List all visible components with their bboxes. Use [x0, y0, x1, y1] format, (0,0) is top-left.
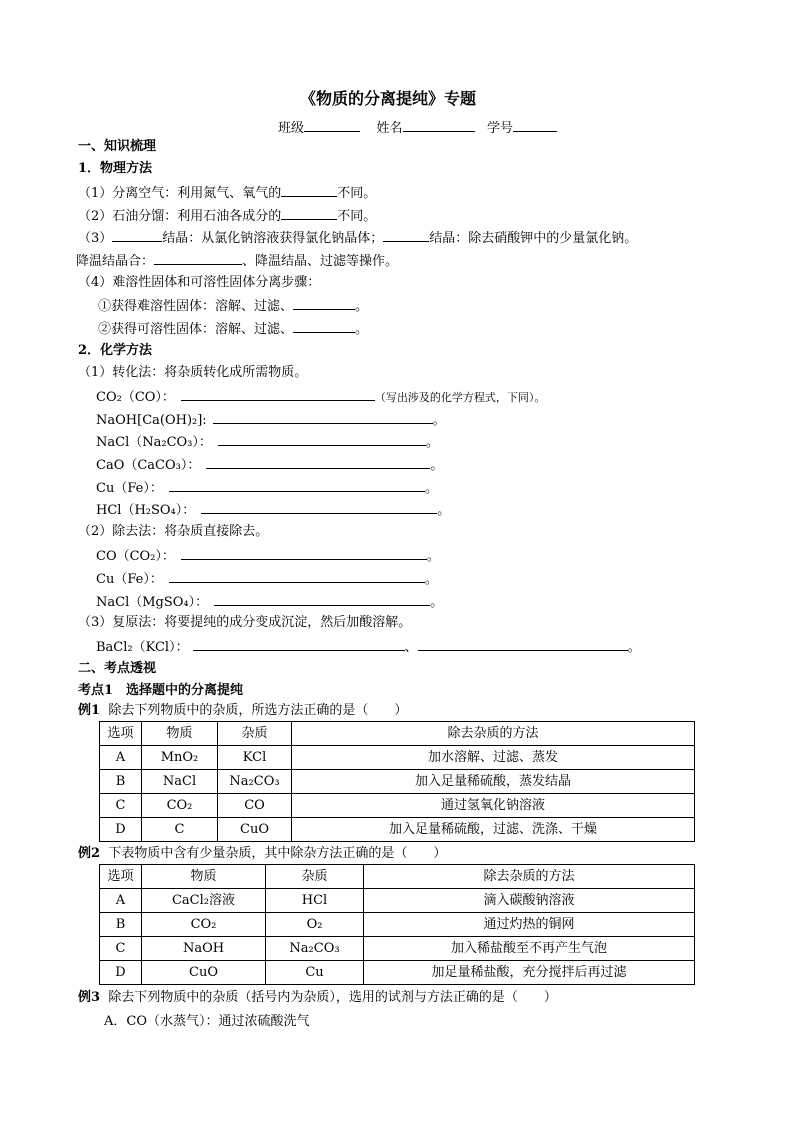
- remove-row-1: CO（CO₂）： 。: [96, 546, 440, 566]
- conv-blank-1[interactable]: [181, 387, 375, 401]
- table-cell: NaOH: [142, 937, 266, 961]
- table-cell: B: [100, 770, 142, 794]
- restore-heading: （3）复原法：将要提纯的成分变成沉淀，然后加酸溶解。: [78, 615, 412, 630]
- table-header: 杂质: [218, 722, 292, 746]
- physical-item2: （2）石油分馏：利用石油各成分的 不同。: [78, 206, 376, 226]
- conversion-heading: （1）转化法：将杂质转化成所需物质。: [78, 365, 308, 380]
- remove-heading: （2）除去法：将杂质直接除去。: [78, 524, 269, 539]
- table-cell: Cu: [266, 961, 364, 985]
- table-cell: C: [100, 937, 142, 961]
- physical-item3-cont: 降温结晶合： 、降温结晶、过滤等操作。: [76, 251, 398, 271]
- id-blank[interactable]: [513, 118, 557, 132]
- table-cell: CO₂: [142, 913, 266, 937]
- conv-row-5: Cu（Fe）： 。: [96, 478, 438, 498]
- physical-item3: （3） 结晶：从氯化钠溶液获得氯化钠晶体； 结晶：除去硝酸钾中的少量氯化钠。: [78, 228, 637, 248]
- table-header-row: [100, 865, 695, 889]
- table-cell: CO₂: [142, 794, 218, 818]
- ex3-label: 例3: [78, 990, 101, 1005]
- page-title: 《物质的分离提纯》专题: [300, 89, 477, 108]
- table-row: [100, 913, 695, 937]
- table-row: [100, 818, 695, 842]
- ex2-label: 例2: [78, 846, 101, 861]
- restore-blank-1[interactable]: [193, 637, 405, 651]
- remove-blank-2[interactable]: [169, 569, 425, 583]
- table-cell: 通过氢氧化钠溶液: [292, 794, 695, 818]
- physical-item1: （1）分离空气：利用氮气、氧气的 不同。: [78, 183, 376, 203]
- table-cell: 加入足量稀硫酸，过滤、洗涤、干燥: [292, 818, 695, 842]
- blank-4b[interactable]: [293, 319, 355, 333]
- table-header: 物质: [142, 722, 218, 746]
- table-cell: 加水溶解、过滤、蒸发: [292, 746, 695, 770]
- class-blank[interactable]: [304, 118, 360, 132]
- student-info: [278, 118, 557, 138]
- physical-item4-1: ①获得难溶性固体：溶解、过滤、 。: [98, 296, 368, 316]
- table-cell: Na₂CO₃: [218, 770, 292, 794]
- table-row: [100, 770, 695, 794]
- ex1-label: 例1: [78, 703, 101, 718]
- conv-row-4: CaO（CaCO₃）： 。: [96, 455, 443, 475]
- conv-blank-3[interactable]: [218, 432, 426, 446]
- table-cell: CuO: [142, 961, 266, 985]
- conv-blank-2[interactable]: [213, 410, 433, 424]
- conv-row-1: CO₂（CO）： （写出涉及的化学方程式，下同）。: [96, 387, 545, 407]
- remove-row-2: Cu（Fe）： 。: [96, 569, 438, 589]
- ex3-option-a: A．CO（水蒸气）：通过浓硫酸洗气: [104, 1014, 310, 1029]
- name-blank[interactable]: [403, 118, 475, 132]
- table-cell: CO: [218, 794, 292, 818]
- ex1-table: [99, 721, 695, 842]
- table-cell: B: [100, 913, 142, 937]
- table-row: [100, 794, 695, 818]
- table-cell: 加足量稀盐酸，充分搅拌后再过滤: [364, 961, 695, 985]
- chemical-heading: 2．化学方法: [78, 343, 153, 358]
- table-cell: 滴入碳酸钠溶液: [364, 889, 695, 913]
- table-header-row: [100, 722, 695, 746]
- name-label: 姓名: [376, 121, 403, 136]
- table-row: [100, 889, 695, 913]
- table-header: 杂质: [266, 865, 364, 889]
- table-header: 除去杂质的方法: [364, 865, 695, 889]
- table-cell: CuO: [218, 818, 292, 842]
- point1-heading: 考点1 选择题中的分离提纯: [78, 683, 244, 698]
- blank-4a[interactable]: [293, 296, 355, 310]
- blank-3c[interactable]: [154, 251, 242, 265]
- conv-row-3: NaCl（Na₂CO₃）： 。: [96, 432, 439, 452]
- physical-heading: 1．物理方法: [78, 161, 153, 176]
- table-cell: HCl: [266, 889, 364, 913]
- id-label: 学号: [486, 121, 513, 136]
- table-row: [100, 961, 695, 985]
- conv-blank-6[interactable]: [201, 500, 437, 514]
- physical-item4-2: ②获得可溶性固体：溶解、过滤、 。: [98, 319, 368, 339]
- restore-blank-2[interactable]: [418, 637, 628, 651]
- table-row: [100, 746, 695, 770]
- blank-1[interactable]: [281, 183, 337, 197]
- table-cell: KCl: [218, 746, 292, 770]
- section1-heading: 一、知识梳理: [78, 139, 157, 154]
- table-header: 除去杂质的方法: [292, 722, 695, 746]
- ex1-question: 例1 除去下列物质中的杂质，所选方法正确的是（ ）: [78, 703, 408, 718]
- restore-row: BaCl₂（KCl）： 、 。: [96, 637, 641, 657]
- section2-heading: 二、考点透视: [78, 661, 157, 676]
- table-cell: CaCl₂溶液: [142, 889, 266, 913]
- table-cell: D: [100, 961, 142, 985]
- table-cell: C: [100, 794, 142, 818]
- table-header: 物质: [142, 865, 266, 889]
- table-cell: MnO₂: [142, 746, 218, 770]
- blank-2[interactable]: [281, 206, 337, 220]
- table-cell: C: [142, 818, 218, 842]
- table-header: 选项: [100, 865, 142, 889]
- table-cell: NaCl: [142, 770, 218, 794]
- table-cell: A: [100, 889, 142, 913]
- table-header: 选项: [100, 722, 142, 746]
- table-row: [100, 937, 695, 961]
- remove-blank-3[interactable]: [214, 592, 430, 606]
- class-label: 班级: [278, 121, 305, 136]
- ex3-question: 例3 除去下列物质中的杂质（括号内为杂质），选用的试剂与方法正确的是（ ）: [78, 990, 557, 1005]
- conv-row-2: NaOH[Ca(OH)₂]: 。: [96, 410, 446, 430]
- remove-row-3: NaCl（MgSO₄）： 。: [96, 592, 443, 612]
- table-cell: 通过灼热的铜网: [364, 913, 695, 937]
- ex2-table: [99, 864, 695, 985]
- blank-3b[interactable]: [383, 228, 429, 242]
- conv-row-6: HCl（H₂SO₄）： 。: [96, 500, 450, 520]
- physical-item4: （4）难溶性固体和可溶性固体分离步骤：: [78, 275, 321, 290]
- table-cell: O₂: [266, 913, 364, 937]
- table-cell: 加入足量稀硫酸，蒸发结晶: [292, 770, 695, 794]
- table-cell: 加入稀盐酸至不再产生气泡: [364, 937, 695, 961]
- table-cell: D: [100, 818, 142, 842]
- conv-blank-5[interactable]: [169, 478, 425, 492]
- ex2-question: 例2 下表物质中含有少量杂质，其中除杂方法正确的是（ ）: [78, 846, 447, 861]
- table-cell: Na₂CO₃: [266, 937, 364, 961]
- remove-blank-1[interactable]: [181, 546, 427, 560]
- conv-blank-4[interactable]: [206, 455, 430, 469]
- blank-3a[interactable]: [112, 228, 162, 242]
- table-cell: A: [100, 746, 142, 770]
